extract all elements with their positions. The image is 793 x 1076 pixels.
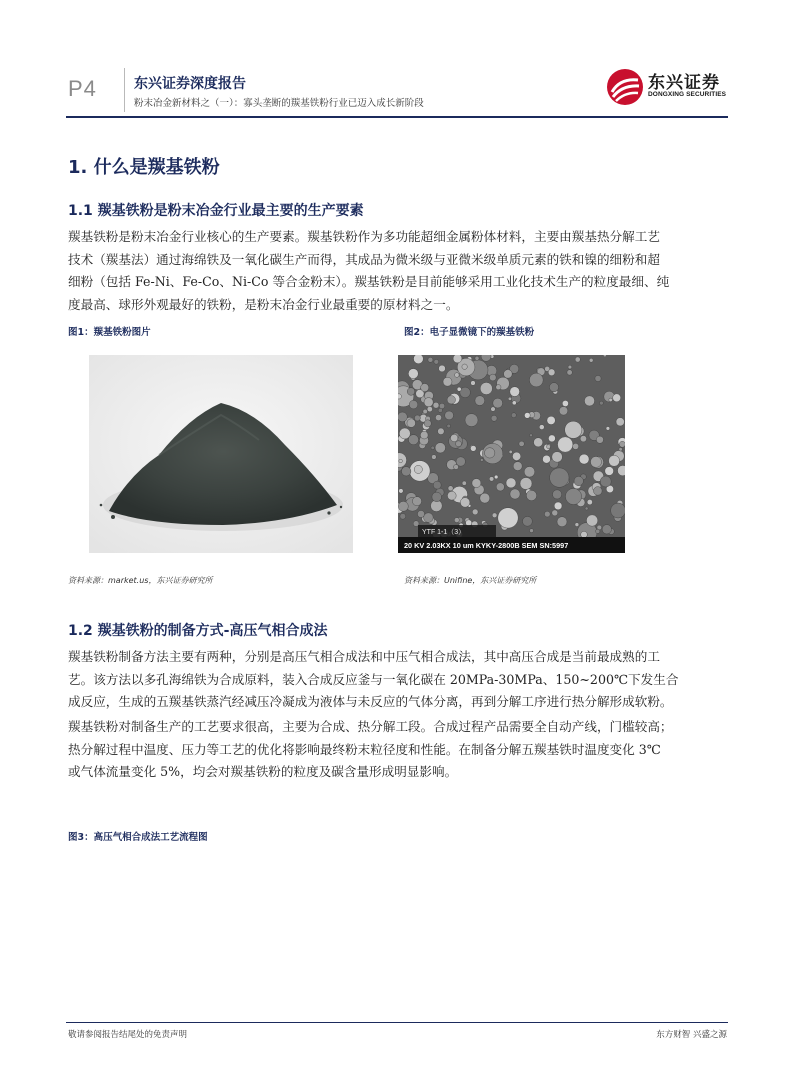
sem-particle bbox=[596, 436, 603, 443]
sem-particle bbox=[399, 489, 404, 494]
sem-particle bbox=[511, 413, 516, 418]
sem-particle bbox=[448, 486, 453, 491]
sem-particle bbox=[552, 452, 563, 463]
sem-particle bbox=[498, 508, 518, 528]
sem-particle bbox=[456, 441, 462, 447]
logo-text-cn: 东兴证券 bbox=[648, 73, 720, 93]
sem-particle bbox=[580, 436, 586, 442]
paragraph-line: 成反应，生成的五羰基铁蒸汽经减压冷凝成为液体与未反应的气体分离，再到分解工序进行热分解形成软粉。 bbox=[68, 694, 673, 709]
sem-particle bbox=[433, 481, 441, 489]
sem-particle bbox=[587, 499, 592, 504]
sem-particle bbox=[435, 443, 445, 453]
sem-particle bbox=[554, 502, 562, 510]
figure1-title: 图1：羰基铁粉图片 bbox=[68, 327, 151, 338]
sem-particle bbox=[562, 400, 568, 406]
sem-particle bbox=[424, 513, 434, 523]
sem-particle bbox=[550, 468, 569, 487]
paragraph-line: 或气体流量变化 5%，均会对羰基铁粉的粒度及碳含量形成明显影响。 bbox=[68, 764, 458, 779]
sem-particle bbox=[402, 467, 411, 476]
sem-particle bbox=[557, 517, 567, 527]
sem-particle bbox=[475, 356, 479, 360]
sem-particle bbox=[565, 421, 582, 438]
sem-particle bbox=[584, 396, 594, 406]
paragraph-line: 细粉（包括 Fe-Ni、Fe-Co、Ni-Co 等合金粉末）。羰基铁粉是目前能够采用工业化技术生产的粒度最细、纯 bbox=[68, 274, 670, 289]
sem-particle bbox=[465, 414, 478, 427]
sem-particle bbox=[431, 446, 435, 450]
sem-particle bbox=[432, 455, 437, 460]
sem-particle bbox=[475, 396, 485, 406]
figure2-title: 图2：电子显微镜下的羰基铁粉 bbox=[404, 327, 535, 338]
figure2-source: 资料来源：Unifine，东兴证券研究所 bbox=[404, 576, 537, 585]
sem-particle bbox=[603, 355, 606, 357]
sem-particle bbox=[493, 398, 503, 408]
sem-particle bbox=[407, 388, 415, 396]
sem-particle bbox=[529, 373, 543, 387]
company-logo bbox=[606, 64, 728, 112]
sem-particle bbox=[491, 407, 496, 412]
sem-particle bbox=[539, 425, 544, 430]
logo-text-en: DONGXING SECURITIES bbox=[648, 91, 727, 98]
sem-particle bbox=[451, 434, 458, 441]
sem-particle bbox=[613, 394, 621, 402]
sem-particle bbox=[513, 462, 522, 471]
sem-particle bbox=[409, 400, 418, 409]
sem-particle bbox=[489, 477, 494, 482]
sem-particle bbox=[602, 525, 611, 534]
figure1-source: 资料来源：market.us，东兴证券研究所 bbox=[68, 576, 213, 585]
figure1-powder-photo bbox=[89, 355, 353, 553]
sem-particle bbox=[509, 450, 512, 453]
sem-particle bbox=[574, 476, 583, 485]
paragraph-line: 技术（羰基法）通过海绵铁及一氧化碳生产而得，其成品为微米级与亚微米级单质元素的铁和镍的细粉和超 bbox=[68, 251, 660, 267]
sem-particle bbox=[512, 401, 516, 405]
sem-particle bbox=[460, 498, 470, 508]
sem-particle bbox=[447, 396, 455, 404]
sem-particle bbox=[559, 407, 568, 416]
sem-particle bbox=[496, 385, 501, 390]
sem-particle bbox=[575, 357, 580, 362]
sem-particle bbox=[581, 531, 588, 538]
report-type: 东兴证券深度报告 bbox=[134, 76, 246, 92]
paragraph-line: 羰基铁粉对制备生产的工艺要求很高，主要为合成、热分解工段。合成过程产品需要全自动产线，门槛较高； bbox=[68, 719, 673, 734]
sem-particle bbox=[491, 415, 497, 421]
sem-particle bbox=[447, 424, 451, 428]
sem-particle bbox=[611, 503, 625, 518]
subsection-title-1-1: 1.1 羰基铁粉是粉末冶金行业最主要的生产要素 bbox=[68, 203, 364, 219]
sem-particle bbox=[530, 529, 534, 533]
paragraph-1-1 bbox=[68, 226, 728, 316]
sem-particle bbox=[599, 401, 603, 405]
paragraph-1-2-b bbox=[68, 716, 728, 784]
sem-particle bbox=[510, 489, 520, 499]
sem-particle bbox=[512, 452, 520, 460]
sem-particle bbox=[462, 364, 467, 369]
sem-particle bbox=[606, 427, 610, 431]
header-divider bbox=[124, 68, 125, 112]
paragraph-line: 羰基铁粉是粉末冶金行业核心的生产要素。羰基铁粉作为多功能超细金属粉体材料，主要由羰基热分解工艺 bbox=[68, 229, 660, 244]
sem-particle bbox=[595, 375, 601, 381]
sem-particle bbox=[470, 446, 476, 452]
sem-particle bbox=[548, 435, 555, 442]
paragraph-line: 热分解过程中温度、压力等工艺的优化将影响最终粉末粒径度和性能。在制备分解五羰基铁时温度变化 3℃ bbox=[68, 741, 661, 757]
paragraph-line: 羰基铁粉制备方法主要有两种，分别是高压气相合成法和中压气相合成法，其中高压合成是当前最成熟的工 bbox=[68, 649, 660, 664]
sem-particle bbox=[523, 516, 533, 526]
sem-particle bbox=[435, 415, 441, 421]
sem-particle bbox=[439, 365, 446, 372]
sem-particle bbox=[407, 419, 416, 428]
sem-particle bbox=[558, 437, 573, 452]
sem-particle bbox=[508, 397, 511, 400]
sem-info-bar: 20 KV 2.03KX 10 um KYKY-2800B SEM SN:5997 bbox=[404, 541, 569, 550]
sem-particle bbox=[398, 501, 408, 511]
figure2-sem-image bbox=[398, 355, 625, 553]
sem-particle bbox=[524, 413, 530, 419]
sem-particle bbox=[455, 373, 460, 378]
sem-particle bbox=[414, 465, 422, 473]
sem-particle bbox=[544, 511, 550, 517]
sem-particle bbox=[480, 459, 483, 462]
sem-particle bbox=[591, 456, 602, 467]
sem-particle bbox=[445, 411, 454, 420]
sem-particle bbox=[586, 515, 597, 526]
sem-particle bbox=[547, 445, 551, 449]
sem-particle bbox=[492, 513, 497, 518]
powder-pile-image bbox=[89, 355, 353, 553]
subsection-title-1-2: 1.2 羰基铁粉的制备方式-高压气相合成法 bbox=[68, 623, 328, 639]
header-rule bbox=[66, 116, 728, 118]
sem-particle bbox=[543, 455, 551, 463]
sem-particle bbox=[494, 475, 498, 479]
sem-particle bbox=[432, 492, 442, 502]
sem-particle bbox=[424, 398, 433, 407]
sem-particle bbox=[447, 491, 456, 500]
sem-particle bbox=[428, 357, 433, 362]
page-number: P4 bbox=[68, 76, 97, 101]
footer-rule bbox=[66, 1022, 728, 1023]
sem-particle bbox=[443, 377, 452, 386]
page-header bbox=[66, 62, 728, 120]
sem-particle bbox=[549, 383, 558, 392]
sem-particle bbox=[427, 406, 432, 411]
sem-particle bbox=[530, 434, 533, 437]
sem-particle bbox=[454, 465, 459, 470]
sem-particle bbox=[453, 355, 462, 363]
sem-particle bbox=[548, 369, 555, 376]
sem-particle bbox=[609, 398, 613, 402]
sem-tag: YTF 1-1（3） bbox=[422, 529, 466, 536]
sem-particle bbox=[565, 488, 581, 504]
sem-particle bbox=[480, 493, 490, 503]
sem-particle bbox=[616, 418, 624, 426]
sem-particle bbox=[424, 420, 431, 427]
sem-particle bbox=[619, 441, 625, 447]
sem-particle bbox=[412, 497, 421, 506]
sem-particle bbox=[399, 459, 403, 463]
sem-particle bbox=[489, 374, 496, 381]
sem-particle bbox=[575, 523, 579, 527]
paragraph-line: 艺。该方法以多孔海绵铁为合成原料，装入合成反应釜与一氧化碳在 20MPa-30MPa、150~200℃下发生合 bbox=[68, 671, 679, 687]
sem-particle bbox=[568, 365, 572, 369]
sem-particle bbox=[547, 416, 555, 424]
sem-particle bbox=[462, 481, 466, 485]
sem-particle bbox=[434, 359, 439, 364]
sem-particle bbox=[524, 467, 535, 478]
sem-particle bbox=[399, 428, 410, 439]
sem-particle bbox=[600, 476, 611, 487]
sem-particle bbox=[552, 510, 558, 516]
sem-particle bbox=[567, 370, 572, 375]
sem-particle bbox=[519, 441, 524, 446]
sem-particle bbox=[433, 402, 439, 408]
sem-particle bbox=[408, 369, 418, 379]
sem-particle bbox=[454, 518, 459, 523]
sem-particle bbox=[480, 382, 492, 394]
sem-particle bbox=[398, 412, 407, 422]
sem-particle bbox=[472, 479, 481, 488]
sem-particle bbox=[457, 387, 461, 391]
figure3-title: 图3：高压气相合成法工艺流程图 bbox=[68, 832, 208, 843]
sem-particle bbox=[414, 415, 420, 421]
sem-particle bbox=[423, 409, 428, 414]
sem-particles-image bbox=[398, 355, 625, 553]
sem-particle bbox=[609, 455, 620, 466]
logo-mark-icon bbox=[606, 68, 644, 106]
sem-particle bbox=[579, 454, 589, 464]
sem-particle bbox=[594, 487, 603, 496]
sem-particle bbox=[398, 394, 401, 399]
footer-disclaimer: 敬请参阅报告结尾处的免责声明 bbox=[68, 1030, 188, 1040]
section-title: 1. 什么是羰基铁粉 bbox=[68, 157, 220, 178]
sem-particle bbox=[619, 448, 623, 452]
sem-particle bbox=[504, 370, 513, 379]
sem-particle bbox=[534, 438, 543, 447]
sem-particle bbox=[605, 467, 614, 476]
sem-particle bbox=[510, 387, 520, 397]
sem-particle bbox=[589, 358, 593, 362]
sem-particle bbox=[506, 478, 516, 488]
sem-particle bbox=[414, 355, 424, 364]
sem-particle bbox=[472, 509, 478, 515]
sem-particle bbox=[485, 448, 495, 458]
sem-particle bbox=[420, 431, 428, 439]
sem-particle bbox=[573, 443, 579, 449]
sem-particle bbox=[439, 403, 445, 409]
sem-particle bbox=[408, 435, 418, 445]
paragraph-line: 度最高、球形外观最好的铁粉，是粉末冶金行业最重要的原材料之一。 bbox=[68, 296, 459, 312]
sem-particle bbox=[496, 483, 504, 491]
paragraph-1-2-a bbox=[68, 646, 728, 714]
sem-particle bbox=[421, 384, 429, 392]
sem-particle bbox=[438, 428, 445, 435]
sem-particle bbox=[585, 507, 588, 510]
sem-particle bbox=[520, 478, 532, 490]
report-subtitle: 粉末冶金新材料之（一）：寡头垄断的羰基铁粉行业已迈入成长新阶段 bbox=[134, 98, 424, 109]
sem-particle bbox=[553, 490, 562, 499]
sem-particle bbox=[400, 513, 406, 519]
sem-particle bbox=[471, 381, 476, 386]
footer-slogan: 东方财智 兴盛之源 bbox=[656, 1030, 727, 1040]
sem-particle bbox=[596, 529, 600, 533]
sem-particle bbox=[526, 490, 536, 500]
